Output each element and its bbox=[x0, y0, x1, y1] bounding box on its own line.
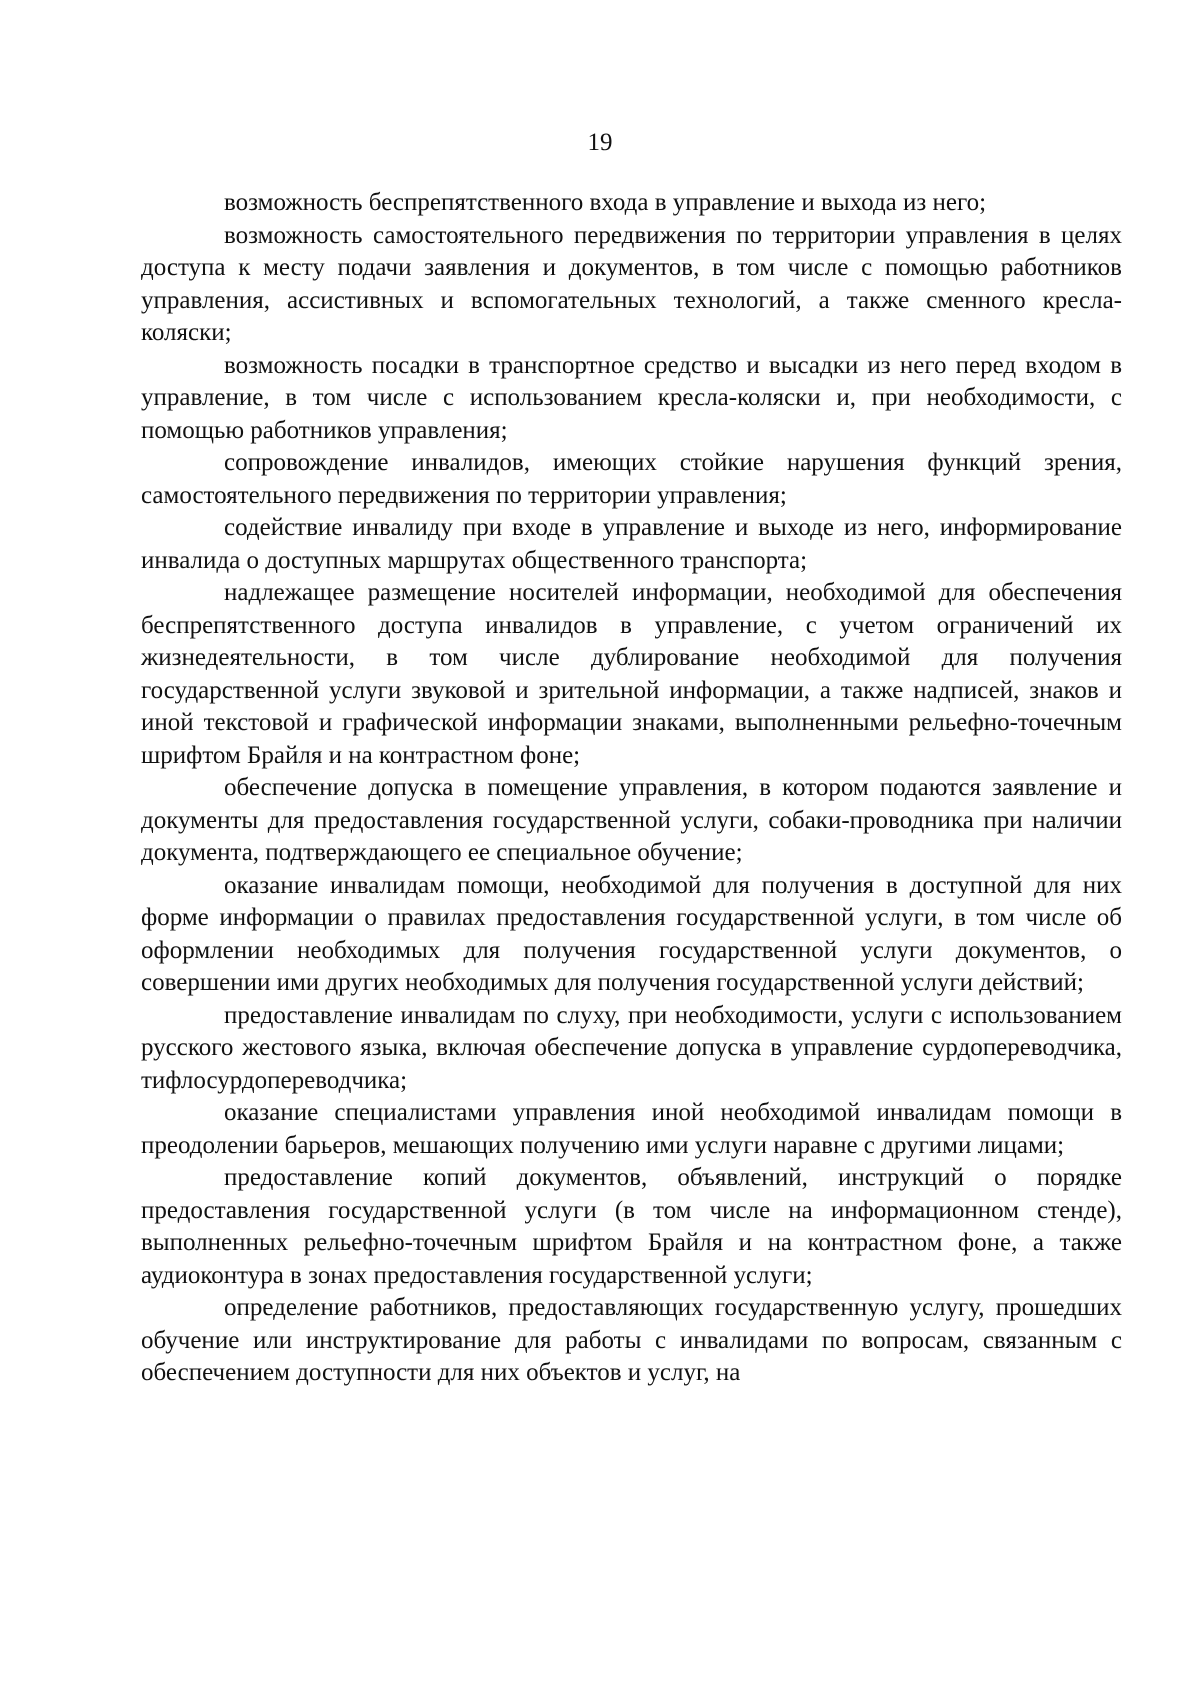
paragraph: возможность посадки в транспортное средство и высадки из него перед входом в управление, в том числе с использованием кресла-коляски и, при необходимости, с помощью работников управления; bbox=[141, 351, 1122, 444]
paragraph: определение работников, предоставляющих государственную услугу, прошедших обучение или инструктирование для работы с инвалидами по вопросам, связанным с обеспечением доступности для них объектов и услуг, на bbox=[141, 1294, 1122, 1386]
paragraph: обеспечение допуска в помещение управления, в котором подаются заявление и документы для предоставления государственной услуги, собаки-проводника при наличии документа, подтверждающего ее специальное обучение; bbox=[141, 774, 1122, 866]
document-body bbox=[141, 187, 1122, 1390]
paragraph: содействие инвалиду при входе в управление и выходе из него, информирование инвалида о доступных маршрутах общественного транспорта; bbox=[141, 514, 1122, 574]
paragraph: возможность самостоятельного передвижения по территории управления в целях доступа к месту подачи заявления и документов, в том числе с помощью работников управления, ассистивных и вспомогательных технологий, а также сменного кресла-коляски; bbox=[141, 221, 1122, 346]
paragraph: возможность беспрепятственного входа в управление и выхода из него; bbox=[224, 189, 987, 216]
paragraph: сопровождение инвалидов, имеющих стойкие нарушения функций зрения, самостоятельного передвижения по территории управления; bbox=[141, 449, 1122, 509]
paragraph: предоставление копий документов, объявлений, инструкций о порядке предоставления государственной услуги (в том числе на информационном стенде), выполненных рельефно-точечным шрифтом Брайля и на контрастном фоне, а также аудиоконтура в зонах предоставления государственной услуги; bbox=[141, 1164, 1122, 1289]
paragraph: предоставление инвалидам по слуху, при необходимости, услуги с использованием русского жестового языка, включая обеспечение допуска в управление сурдопереводчика, тифлосурдопереводчика; bbox=[141, 1001, 1122, 1094]
paragraph: надлежащее размещение носителей информации, необходимой для обеспечения беспрепятственного доступа инвалидов в управление, с учетом ограничений их жизнедеятельности, в том числе дублирование необходимой для получения государственной услуги звуковой и зрительной информации, а также надписей, знаков и иной текстовой и графической информации знаками, выполненными рельефно-точечным шрифтом Брайля и на контрастном фоне; bbox=[141, 579, 1122, 769]
page-number: 19 bbox=[587, 129, 613, 156]
paragraph: оказание специалистами управления иной необходимой инвалидам помощи в преодолении барьеров, мешающих получению ими услуги наравне с другими лицами; bbox=[141, 1099, 1122, 1159]
paragraph: оказание инвалидам помощи, необходимой для получения в доступной для них форме информации о правилах предоставления государственной услуги, в том числе об оформлении необходимых для получения государственной услуги документов, о совершении ими других необходимых для получения государственной услуги действий; bbox=[141, 871, 1122, 996]
